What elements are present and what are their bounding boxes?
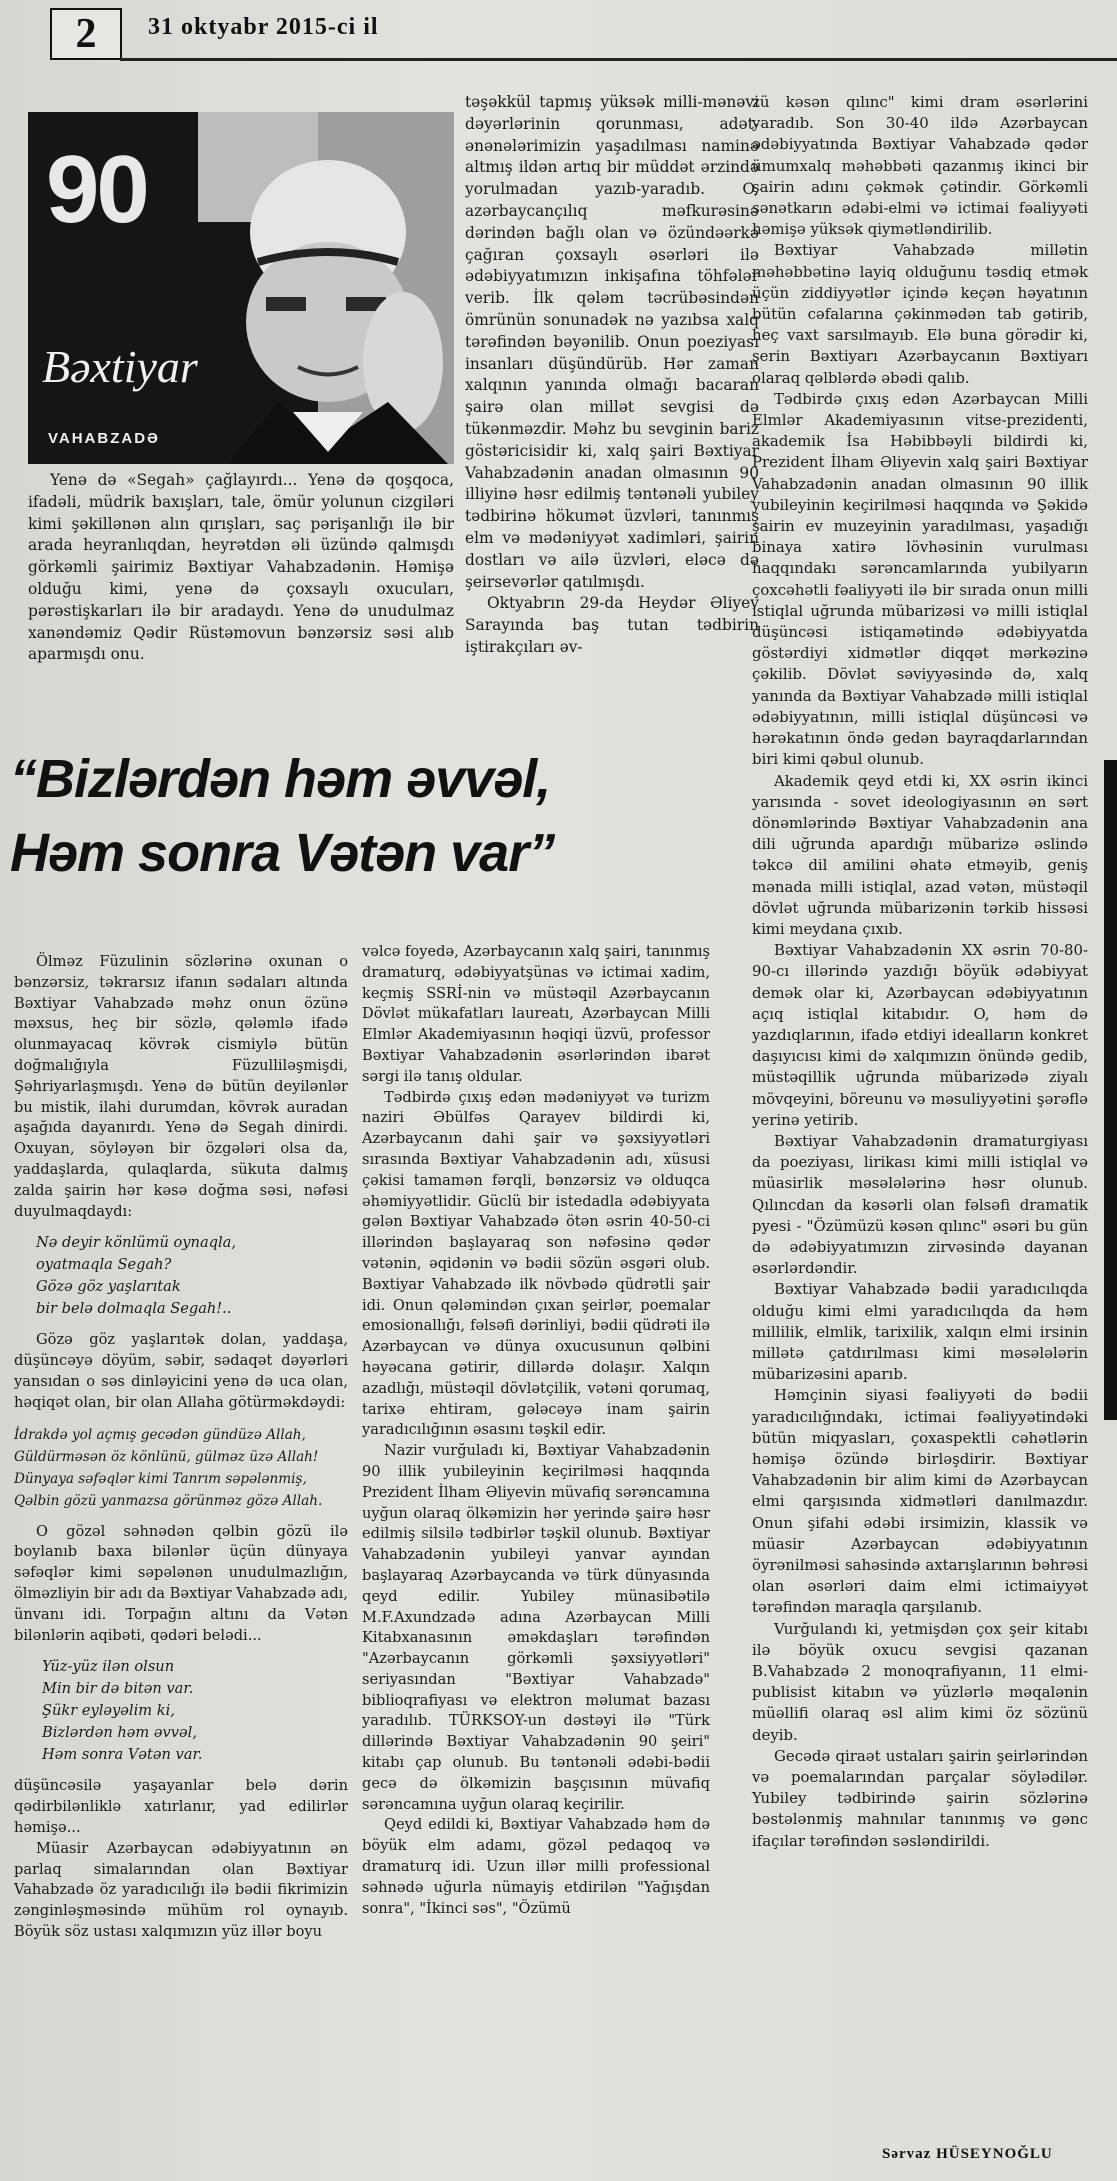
poem-line: Bizlərdən həm əvvəl,	[42, 1724, 197, 1742]
headline-line-1: “Bizlərdən həm əvvəl,	[10, 749, 551, 809]
paragraph: Bəxtiyar Vahabzadənin dramaturgiyası da poeziyası, lirikası kimi milli istiqlal və müasirlik məsələlərinə həsr olunub. Qılıncdan da kəsərli olan fəlsəfi dramatik pyesi - "Özümüzü kəsən qılınc" əsəri bu gün də ədəbiyyatımızın zirvəsində dayanan əsərlərdəndir.	[752, 1131, 1088, 1278]
paragraph: Akademik qeyd etdi ki, XX əsrin ikinci yarısında - sovet ideologiyasının ən sərt dönəmlərində Bəxtiyar Vahabzadənin ana dili uğrunda apardığı mübarizə əslində təkcə dil amilini əhatə etməyib, geniş mənada milli istiqlal, azad vətən, müstəqil dövlət uğrunda mübarizənin tərkib hissəsi kimi meydana çıxıb.	[752, 771, 1088, 938]
article-headline	[10, 742, 710, 890]
paragraph: Tədbirdə çıxış edən mədəniyyət və turizm naziri Əbülfəs Qarayev bildirdi ki, Azərbaycanın dahi şair və şəxsiyyətləri sırasında Bəxtiyar Vahabzadənin adı, xüsusi çəkisi tamamən fərqli, bənzərsiz və olduqca əhəmiyyətlidir. Güclü bir istedadla ədəbiyyata gələn Bəxtiyar Vahabzadə ötən əsrin 40-50-ci illərindən başlayaraq son nəfəsinə qədər vətənin, əqidənin və bədii sözün əsgəri olub. Bəxtiyar Vahabzadə ilk növbədə qüdrətli şair idi. Onun qələmindən çıxan şeirlər, poemalar emosionallığı, fəlsəfi dərinliyi, bədii qüdrəti ilə Azərbaycan və dünya oxucusunun qəlbini həyəcana gətirir, dillərdə dolaşır. Xalqın azadlığı, müstəqil dövlətçilik, vətəni qorumaq, tarixə ehtiram, gələcəyə inam şairin yaradıcılığının əsasını təşkil edir.	[362, 1088, 710, 1439]
poem-line: bir belə dolmaqla Segah!..	[36, 1300, 232, 1318]
column-1-bottom	[14, 952, 348, 1943]
paragraph: Qeyd edildi ki, Bəxtiyar Vahabzadə həm də böyük elm adamı, gözəl pedaqoq və dramaturq idi. Uzun illər milli professional səhnədə uğurla nümayiş etdirilən "Yağışdan sonra", "İkinci səs", "Özümü	[362, 1816, 710, 1917]
paragraph: təşəkkül tapmış yüksək milli-mənəvi dəyərlərinin qorunması, adət-ənənələrimizin yaşadılması naminə altmış ildən artıq bir müddət ərzində yorulmadan yazıb-yaradıb. O, azərbaycançılıq məfkurəsinə dərindən bağlı olan və özündəərkə çağıran çoxsaylı əsərləri ilə ədəbiyyatımızın inkişafına töhfələr verib. İlk qələm təcrübəsindən ömrünün sonunadək nə yazıbsa xalq tərəfindən bəyənilib. Onun poeziyası insanları düşündürüb. Hər zaman xalqının yanında olmağı bacaran şairə olan millət sevgisi də tükənməzdir. Məhz bu sevginin bariz göstəricisidir ki, xalq şairi Bəxtiyar Vahabzadənin anadan olmasının 90 illiyinə həsr edilmiş təntənəli yubiley tədbirinə hökumət üzvləri, tanınmış elm və mədəniyyət xadimləri, şairin dostları və ailə üzvləri, eləcə də şeirsevərlər qatılmışdı.	[465, 93, 759, 591]
poem-line: oyatmaqla Segah?	[36, 1256, 172, 1274]
poem-line: Qəlbin gözü yanmazsa görünməz gözə Allah.	[14, 1492, 323, 1509]
page-number: 2	[50, 8, 122, 60]
paragraph: Müasir Azərbaycan ədəbiyyatının ən parlaq simalarından olan Bəxtiyar Vahabzadə öz yaradıcılığı ilə bədii fikrimizin zənginləşməsində mühüm rol oynayıb. Böyük söz ustası xalqımızın yüz illər boyu	[14, 1839, 348, 1940]
adjacent-page-edge	[1104, 760, 1117, 1420]
poem-line: Həm sonra Vətən var.	[42, 1746, 203, 1764]
poem-line: Güldürməsən öz könlünü, gülməz üzə Allah!	[14, 1448, 319, 1465]
paragraph: Yenə də «Segah» çağlayırdı... Yenə də qoşqoca, ifadəli, müdrik baxışları, tale, ömür yolunun cizgiləri kimi şəkillənən alın qırışları, saç pərişanlığı ilə bir arada heyranlıqdan, heyrətdən əli üzündə qalmışdı görkəmli şairimiz Bəxtiyar Vahabzadənin. Həmişə olduğu kimi, yenə də çoxsaylı oxucuları, pərəstişkarları ilə bir aradaydı. Yenə də unudulmaz xanəndəmiz Qədir Rüstəmovun bənzərsiz səsi alıb aparmışdı onu.	[28, 471, 454, 664]
poem-line: İdrakdə yol açmış gecədən gündüzə Allah,	[14, 1426, 306, 1443]
paragraph: Oktyabrın 29-da Heydər Əliyev Sarayında baş tutan tədbirin iştirakçıları əv-	[465, 594, 759, 656]
poet-surname-label: VAHABZADƏ	[48, 430, 160, 447]
poem-line: Nə deyir könlümü oynaqla,	[36, 1234, 237, 1252]
poem-line: Min bir də bitən var.	[42, 1680, 194, 1698]
paragraph: Ölməz Füzulinin sözlərinə oxunan o bənzərsiz, təkrarsız ifanın sədaları altında Bəxtiyar Vahabzadə məhz onun özünə məxsus, heç bir sözlə, qələmlə ifadə olunmayacaq kövrək cismiylə bütün doğmalığıyla Füzulliləşmişdi, Şəhriyarlaşmışdı. Yenə də bütün deyilənlər bu mistik, ilahi durumdan, kövrək auradan aşağıda dayanırdı. Yenə də Segah dinirdi. Oxuyan, söyləyən bir özgələri olsa da, yaddaşlarda, qulaqlarda, sükuta dalmış zalda şairin hər kəsə doğma səsi, nəfəsi duyulmaqdaydı:	[14, 953, 348, 1220]
paragraph: O gözəl səhnədən qəlbin gözü ilə boylanıb baxa bilənlər üçün dünyaya səfəqlər kimi səpələnən unudulmazlığın, ölməzliyin bir adı da Bəxtiyar Vahabzadə adı, ünvanı idi. Torpağın altını da Vətən bilənlərin aqibəti, qədəri belədi...	[14, 1522, 348, 1644]
paragraph: Tədbirdə çıxış edən Azərbaycan Milli Elmlər Akademiyasının vitse-prezidenti, akademik İsa Həbibbəyli bildirdi ki, Prezident İlham Əliyevin xalq şairi Bəxtiyar Vahabzadənin anadan olmasının 90 illik yubileyinin keçirilməsi haqqında və Şəkidə şairin ev muzeyinin yaradılması, yaşadığı binaya xatirə lövhəsinin vurulması haqqındakı sərəncamlarında yubilyarın çoxcəhətli fəaliyyəti ilə bir sırada onun milli istiqlal uğrunda mübarizəsi və milli istiqlal düşüncəsi istiqamətində ədəbiyyatda göstərdiyi xidmətlər diqqət mərkəzinə çəkilib. Dövlət səviyyəsində də, xalq yanında da Bəxtiyar Vahabzadə milli istiqlal ədəbiyyatının, milli istiqlal düşüncəsi və hərəkatının öndə gedən bayraqdarlarından biri kimi qəbul olunub.	[752, 389, 1088, 769]
paragraph: Bəxtiyar Vahabzadə bədii yaradıcılıqda olduğu kimi elmi yaradıcılıqda da həm millilik, elmlik, tarixilik, xalqın elmi irsinin millətə çatdırılması kimi məsələlərin mübarizəsini aparıb.	[752, 1280, 1088, 1384]
column-2-top	[465, 92, 759, 659]
anniversary-number: 90	[46, 136, 147, 243]
paragraph: Bəxtiyar Vahabzadənin XX əsrin 70-80-90-cı illərində yazdığı böyük ədəbiyyat demək olar ki, Azərbaycan ədəbiyyatının açıq istiqlal kitabıdır. O, həm də yazdıqlarının, ifadə etdiyi idealların konkret daşıyıcısı kimi də xalqımızın önündə gedib, müstəqillik uğrunda mübarizədə ziyalı mövqeyini, böreunu və məsuliyyətini şərəflə yerinə yetirib.	[752, 941, 1088, 1129]
paragraph: düşüncəsilə yaşayanlar belə dərin qədirbilənliklə xatırlanır, yad edilirlər həmişə...	[14, 1777, 348, 1836]
paragraph: zü kəsən qılınc" kimi dram əsərlərini yaradıb. Son 30-40 ildə Azərbaycan ədəbiyyatında Bəxtiyar Vahabzadə qədər ümumxalq məhəbbəti qazanmış ikinci bir şairin adını çəkmək çətindir. Görkəmli sənətkarın ədəbi-elmi və ictimai fəaliyyəti həmişə yüksək qiymətləndirilib.	[752, 93, 1088, 239]
portrait-photo	[28, 112, 454, 464]
article-author: Sərvaz HÜSEYNOĞLU	[882, 2146, 1053, 2162]
poem-veten	[42, 1656, 348, 1766]
column-2-bottom	[362, 942, 710, 1919]
paragraph: Nazir vurğuladı ki, Bəxtiyar Vahabzadənin 90 illik yubileyinin keçirilməsi haqqında Prezident İlham Əliyevin müvafiq sərəncamına uyğun olaraq ölkəmizin hər yerində şairə həsr edilmiş silsilə tədbirlər təşkil olunub. Bəxtiyar Vahabzadənin yubileyi yanvar ayından başlayaraq Azərbaycanda və türk dünyasında qeyd edilir. Yubiley münasibətilə M.F.Axundzadə adına Azərbaycan Milli Kitabxanasının əməkdaşları tərəfindən "Azərbaycanın görkəmli şəxsiyyətləri" seriyasından "Bəxtiyar Vahabzadə" biblioqrafiyası və elektron məlumat bazası yaradılıb. TÜRKSOY-un dəstəyi ilə "Türk dillərində Bəxtiyar Vahabzadənin 90 şeiri" kitabı çap olunub. Bu təntənəli ədəbi-bədii gecə də ölkəmizin başçısının müvafiq sərəncamına uyğun olaraq keçirilir.	[362, 1442, 710, 1813]
poem-segah	[36, 1232, 348, 1320]
page-header	[0, 0, 1117, 62]
header-rule	[120, 58, 1117, 61]
poet-signature: Bəxtiyar	[42, 341, 198, 392]
paragraph: Həmçinin siyasi fəaliyyəti də bədii yaradıcılığındakı, ictimai fəaliyyətindəki bütün miqyasları, çoxaspektli cəhətlərin həmişə özündə birləşdirir. Bəxtiyar Vahabzadənin bir alim kimi də Azərbaycan elmi qarşısında xidmətləri danılmazdır. Onun şifahi ədəbi irsimizin, klassik və müasir Azərbaycan ədəbiyyatının öyrənilməsi sahəsində axtarışlarının bəhrəsi olan əsərləri daim elmi ictimaiyyət tərəfindən maraqla qarşılanıb.	[752, 1386, 1088, 1617]
headline-line-2: Həm sonra Vətən var”	[10, 823, 555, 883]
paragraph: Gözə göz yaşlarıtək dolan, yaddaşa, düşüncəyə döyüm, səbir, sədaqət dəyərləri yansıdan o səs dinləyicini yenə də uca olan, həqiqət olan, bir olan Allaha götürməkdəydi:	[14, 1331, 348, 1411]
poem-line: Dünyaya səfəqlər kimi Tanrım səpələnmiş,	[14, 1470, 307, 1487]
poem-allah	[14, 1424, 348, 1512]
column-1-top	[28, 470, 454, 666]
column-3	[752, 92, 1088, 1852]
paragraph: Vurğulandı ki, yetmişdən çox şeir kitabı ilə böyük oxucu sevgisi qazanan B.Vahabzadə 2 monoqrafiyanın, 11 elmi-publisist kitabın və yüzlərlə məqalənin müəllifi olaraq əsl alim kimi öz sözünü deyib.	[752, 1619, 1088, 1744]
paragraph: Gecədə qiraət ustaları şairin şeirlərindən və poemalarından parçalar söylədilər. Yubiley tədbirində şairin sözlərinə bəstələnmiş mahnılar tanınmış və gənc ifaçılar tərəfindən səsləndirildi.	[752, 1746, 1088, 1850]
poem-line: Yüz-yüz ilən olsun	[42, 1658, 175, 1676]
issue-date: 31 oktyabr 2015-ci il	[148, 14, 379, 40]
paragraph: Bəxtiyar Vahabzadə millətin məhəbbətinə layiq olduğunu təsdiq etmək üçün ziddiyyətlər içində keçən həyatının bütün cəfalarına çəkinmədən tab gətirib, heç vaxt sarsılmayıb. Elə buna görədir ki, şerin Bəxtiyarı Azərbaycanın Bəxtiyarı olaraq qəlblərdə əbədi qalıb.	[752, 241, 1088, 387]
poem-line: Gözə göz yaşlarıtak	[36, 1278, 181, 1296]
poem-line: Şükr eyləyəlim ki,	[42, 1702, 175, 1720]
paragraph: vəlcə foyedə, Azərbaycanın xalq şairi, tanınmış dramaturq, ədəbiyyatşünas və ictimai xadim, keçmiş SSRİ-nin və müstəqil Azərbaycanın Dövlət mükafatları laureatı, Azərbaycan Milli Elmlər Akademiyasının həqiqi üzvü, professor Bəxtiyar Vahabzadənin əsərlərindən ibarət sərgi ilə tanış oldular.	[362, 943, 710, 1085]
